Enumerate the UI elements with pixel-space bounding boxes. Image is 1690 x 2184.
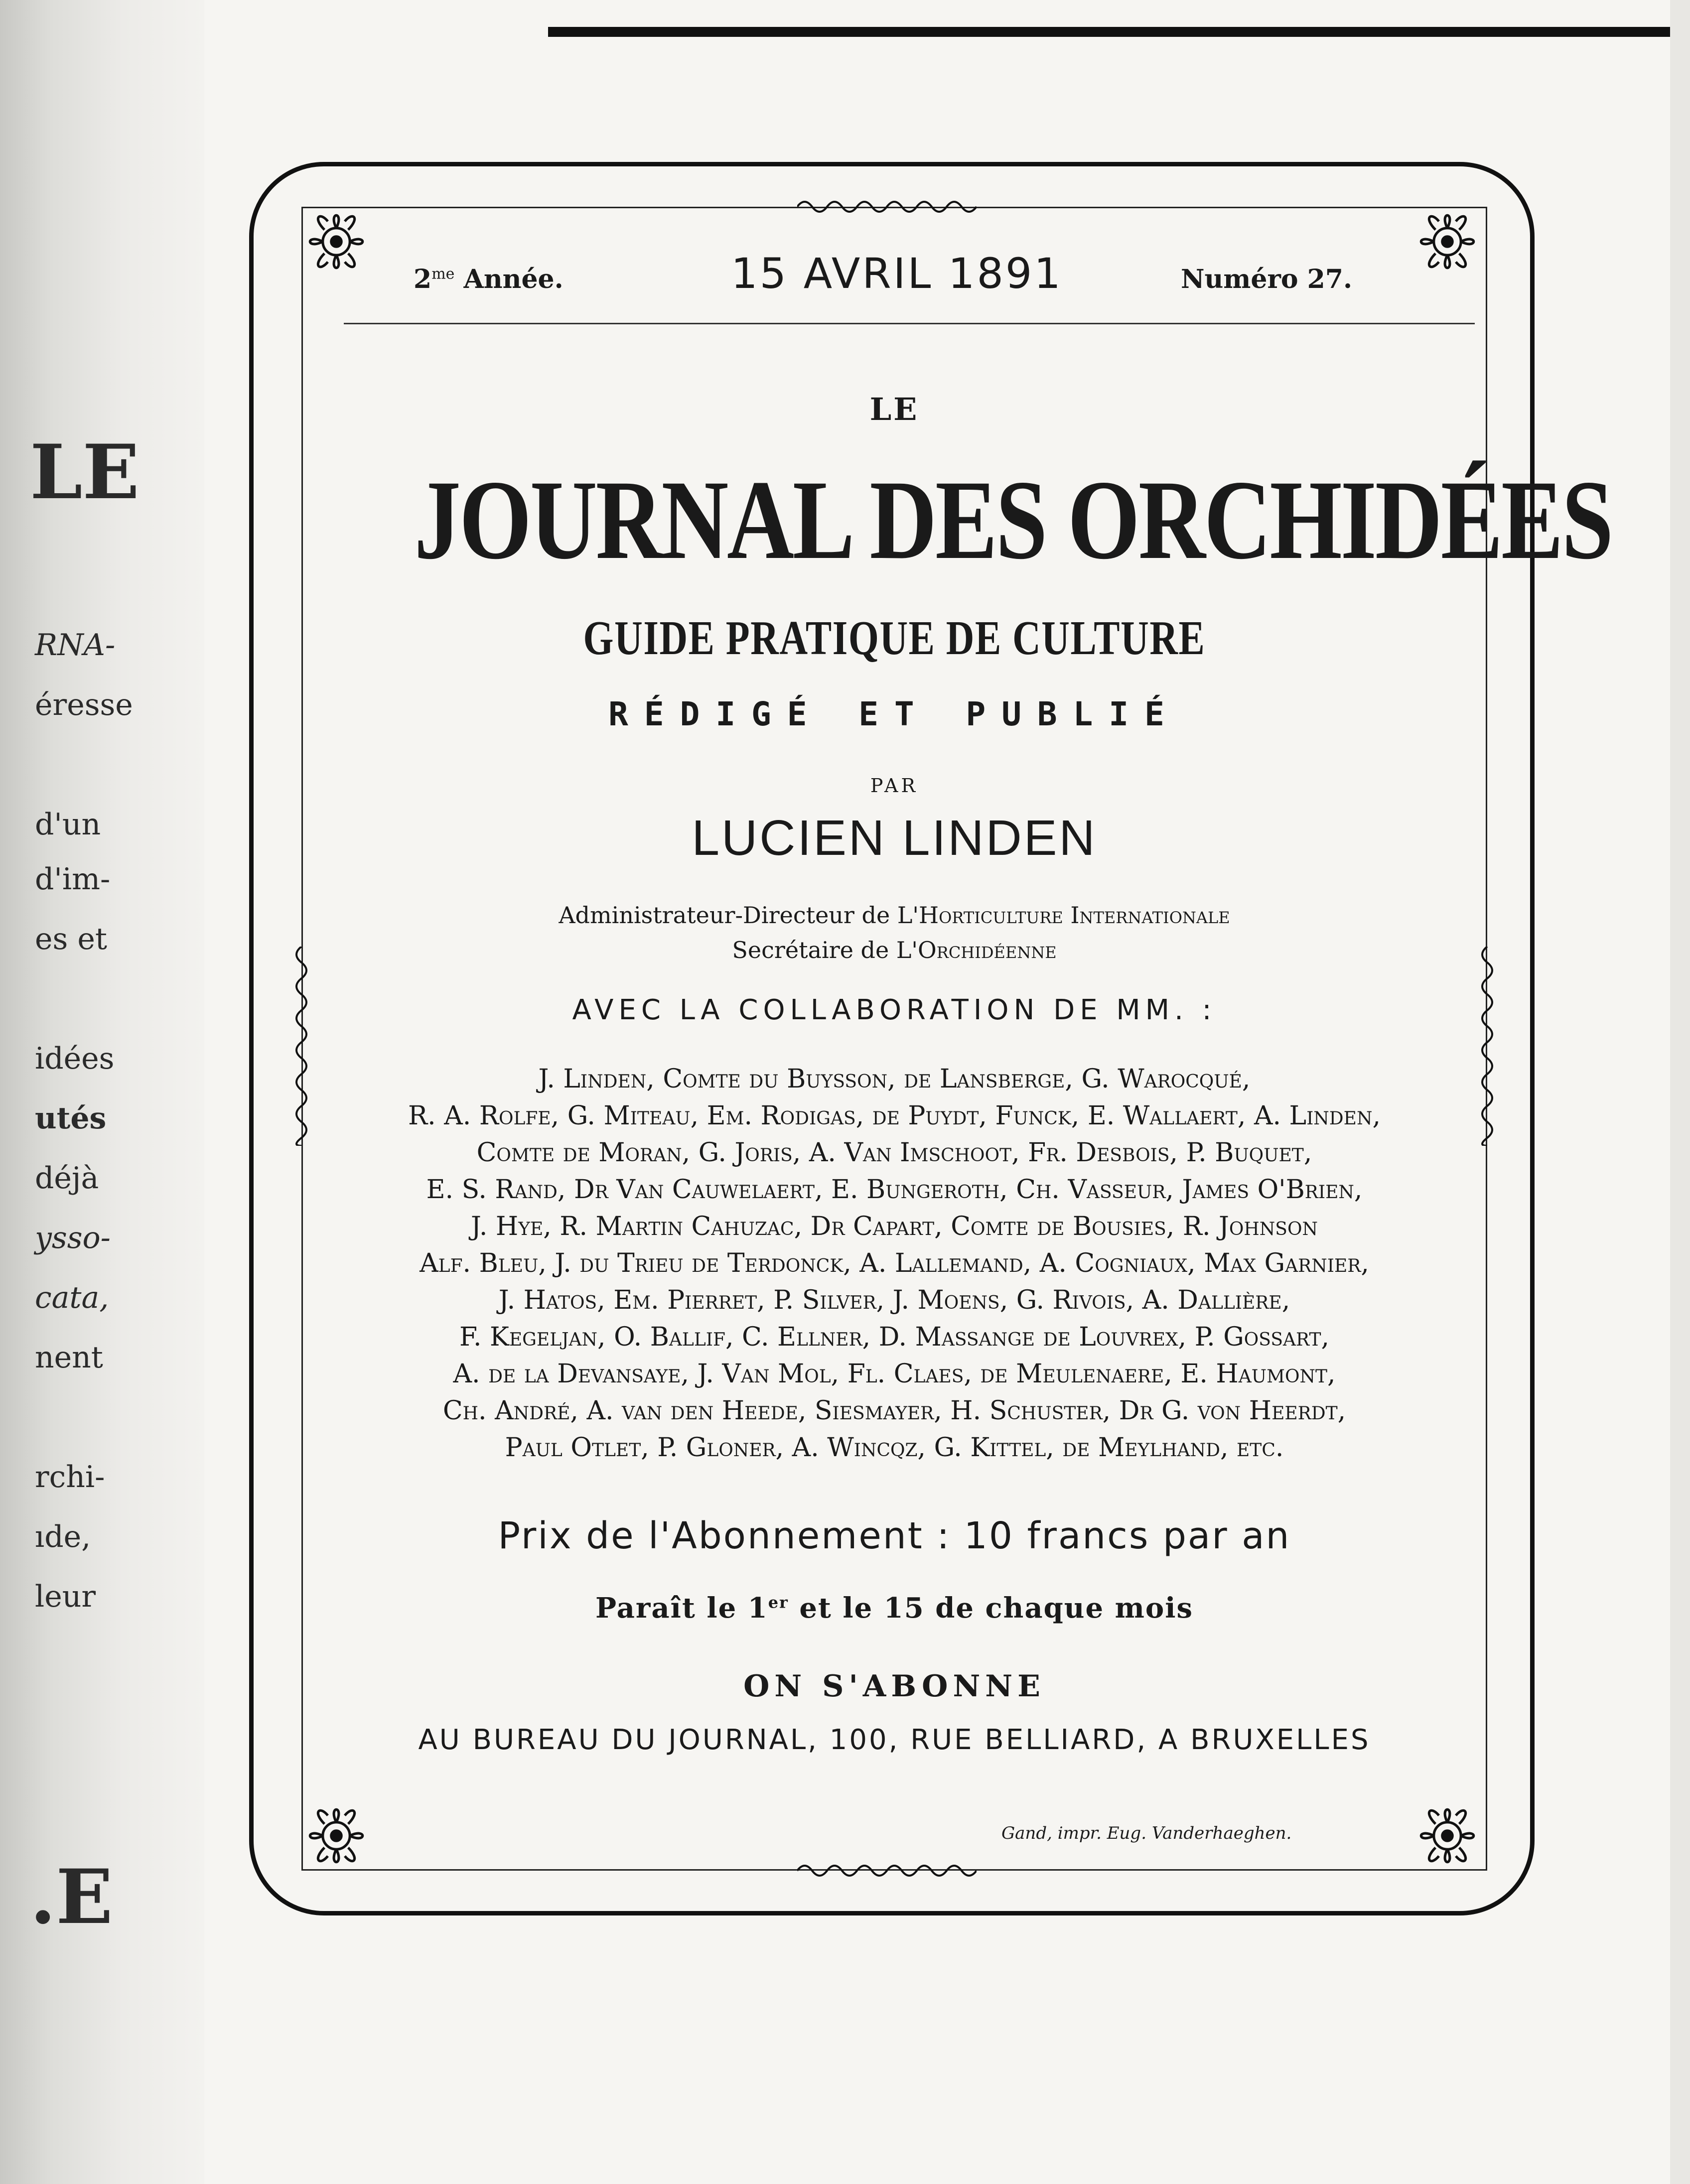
left-page-word: utés	[35, 1101, 107, 1136]
left-page-word: éresse	[35, 687, 133, 722]
left-page-word: ysso-	[35, 1221, 111, 1255]
wave-ornament-top-icon	[797, 197, 977, 217]
collaborator-line: Ch. André, A. van den Heede, Siesmayer, H. Schuster, Dr G. von Heerdt,	[442, 1396, 1346, 1426]
left-page-word: ıde,	[35, 1519, 91, 1554]
publication-frequency: Paraît le 1er et le 15 de chaque mois	[595, 1592, 1193, 1625]
left-page-word: cata,	[35, 1280, 109, 1315]
collaboration-heading: AVEC LA COLLABORATION DE MM. :	[572, 994, 1217, 1026]
left-page-word: d'im-	[35, 862, 111, 897]
right-edge-strip	[1670, 0, 1690, 2184]
left-page-word: leur	[35, 1579, 96, 1614]
subscribe-heading: ON S'ABONNE	[743, 1669, 1045, 1704]
issue-date: 15 AVRIL 1891	[731, 249, 1063, 298]
wave-ornament-bottom-icon	[797, 1861, 977, 1881]
printer-imprint: Gand, impr. Eug. Vanderhaeghen.	[1001, 1823, 1292, 1843]
wave-ornament-left-icon	[291, 947, 311, 1146]
collaborator-line: R. A. Rolfe, G. Miteau, Em. Rodigas, de Puydt, Funck, E. Wallaert, A. Linden,	[408, 1101, 1381, 1131]
left-page-gutter	[0, 0, 204, 2184]
left-page-word: d'un	[35, 807, 101, 842]
author-name: LUCIEN LINDEN	[692, 810, 1097, 866]
wave-ornament-right-icon	[1477, 947, 1497, 1146]
collaborator-line: Alf. Bleu, J. du Trieu de Terdonck, A. Lallemand, A. Cogniaux, Max Garnier,	[420, 1248, 1369, 1278]
par-label: PAR	[870, 775, 919, 797]
left-page-word: nent	[35, 1340, 103, 1375]
left-page-letter-bottom: .E	[30, 1853, 113, 1941]
left-page-letter-top: LE	[30, 428, 140, 516]
top-edge-bar	[548, 27, 1674, 37]
collaborator-line: J. Hatos, Em. Pierret, P. Silver, J. Moens, G. Rivois, A. Dallière,	[498, 1285, 1290, 1315]
corner-ornament-icon	[294, 1793, 379, 1878]
title-article: LE	[869, 391, 919, 427]
header-rule	[344, 323, 1475, 324]
corner-ornament-icon	[1405, 199, 1490, 284]
left-page-word: idées	[35, 1041, 115, 1076]
collaborator-line: A. de la Devansaye, J. Van Mol, Fl. Claes, de Meulenaere, E. Haumont,	[453, 1359, 1336, 1389]
redige-line: RÉDIGÉ ET PUBLIÉ	[608, 695, 1180, 733]
issue-number: Numéro 27.	[1181, 264, 1353, 294]
author-secretary-line: Secrétaire de L'Orchidéenne	[732, 937, 1057, 963]
corner-ornament-icon	[294, 199, 379, 284]
subscription-price: Prix de l'Abonnement : 10 francs par an	[498, 1514, 1291, 1557]
left-page-word: es et	[35, 922, 107, 956]
journal-subtitle: GUIDE PRATIQUE DE CULTURE	[583, 611, 1206, 665]
left-page-word: déjà	[35, 1161, 99, 1196]
collaborator-line: F. Kegeljan, O. Ballif, C. Ellner, D. Massange de Louvrex, P. Gossart,	[459, 1322, 1329, 1352]
office-address: AU BUREAU DU JOURNAL, 100, RUE BELLIARD, A BRUXELLES	[418, 1724, 1371, 1756]
collaborator-line: J. Hye, R. Martin Cahuzac, Dr Capart, Comte de Bousies, R. Johnson	[471, 1212, 1318, 1241]
author-admin-line: Administrateur-Directeur de L'Horticulture Internationale	[559, 902, 1230, 929]
collaborator-line: Comte de Moran, G. Joris, A. Van Imschoot, Fr. Desbois, P. Buquet,	[476, 1138, 1312, 1168]
annee-label: $2^{me}$ Année.	[414, 264, 563, 294]
collaborator-line: J. Linden, Comte du Buysson, de Lansberge, G. Warocqué,	[538, 1064, 1251, 1094]
collaborator-line: Paul Otlet, P. Gloner, A. Wincqz, G. Kittel, de Meylhand, etc.	[505, 1433, 1284, 1463]
collaborator-line: E. S. Rand, Dr Van Cauwelaert, E. Bungeroth, Ch. Vasseur, James O'Brien,	[426, 1175, 1363, 1205]
left-page-word: RNA-	[35, 628, 116, 663]
journal-title: JOURNAL DES ORCHIDÉES	[414, 457, 1612, 583]
corner-ornament-icon	[1405, 1793, 1490, 1878]
left-page-word: rchi-	[35, 1460, 105, 1495]
